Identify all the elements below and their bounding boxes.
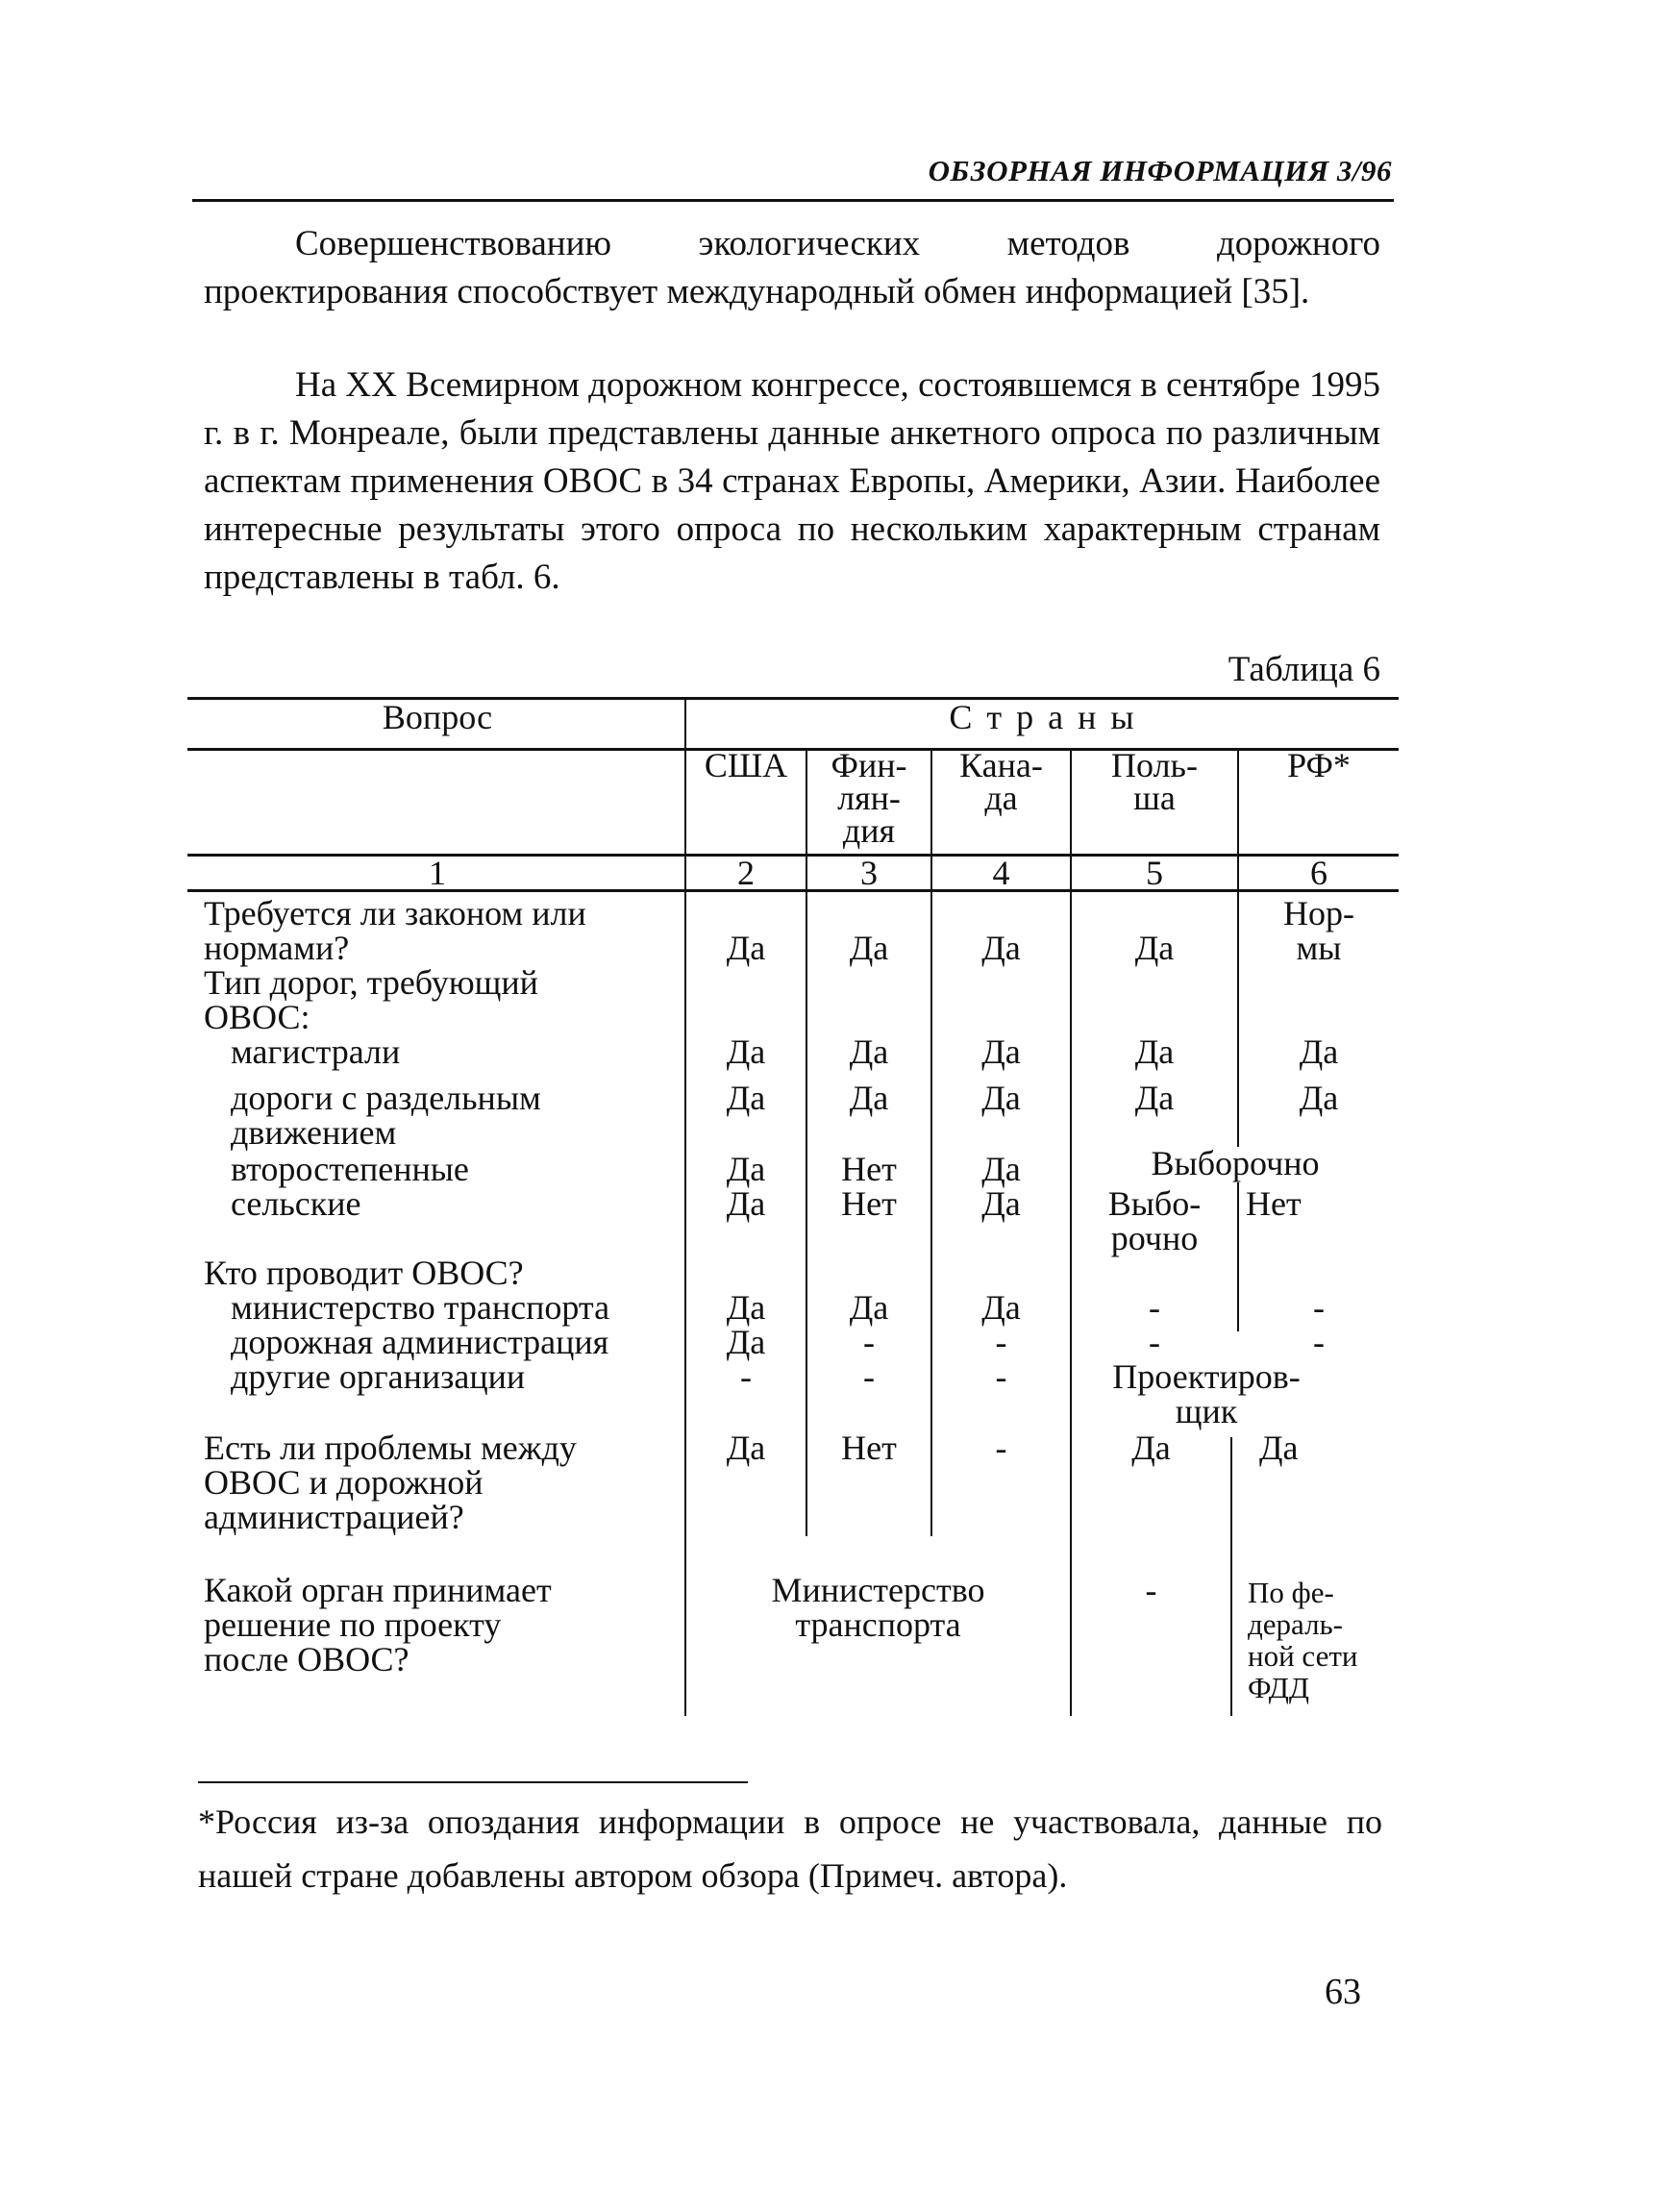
row-label-road-admin: дорожная администрация [231, 1323, 609, 1361]
col-number: 5 [1146, 854, 1163, 892]
row-label-problems: Есть ли проблемы между ОВОС и дорожной администрацией? [204, 1429, 577, 1536]
cell-value: Да [1134, 1032, 1175, 1071]
row-label-divided-roads: дороги с раздельным движением [231, 1079, 541, 1152]
cell-value: - [995, 1357, 1007, 1396]
running-header: ОБЗОРНАЯ ИНФОРМАЦИЯ 3/96 [928, 154, 1392, 187]
col-number: 6 [1310, 854, 1327, 892]
cell-value: Да [726, 1032, 766, 1071]
header-finland: Фин- лян- дия [831, 746, 907, 850]
cell-value-merged: Проектиров- щик [1112, 1357, 1301, 1430]
cell-value: - [740, 1357, 752, 1396]
cell-value: Да [726, 1184, 766, 1223]
paragraph-text: Совершенствованию экологических методов дорожного проектирования способствует международный обмен информацией [35]. [204, 224, 1380, 311]
cell-value: Нор- мы [1283, 894, 1354, 967]
cell-value: Да [726, 1323, 766, 1361]
paragraph-1 [204, 220, 1380, 316]
cell-value: Да [726, 1079, 766, 1117]
cell-value: Да [981, 929, 1021, 967]
row-label-rural: сельские [231, 1184, 361, 1223]
col-number: 2 [737, 854, 755, 892]
cell-value: - [995, 1429, 1007, 1467]
row-label-ministry: министерство транспорта [231, 1288, 610, 1327]
cell-value: Да [1259, 1429, 1299, 1467]
header-canada: Кана- да [959, 746, 1043, 817]
paragraph-2 [204, 361, 1380, 602]
cell-value: - [1149, 1288, 1160, 1327]
col-number: 4 [992, 854, 1010, 892]
cell-value: Да [726, 1288, 766, 1327]
cell-value: Выбо- рочно [1107, 1184, 1202, 1257]
cell-value: Да [981, 1079, 1021, 1117]
header-usa: США [704, 746, 788, 784]
page-number: 63 [1325, 1972, 1361, 2012]
cell-value: - [1149, 1323, 1160, 1361]
cell-value: Да [1134, 1079, 1175, 1117]
col-divider-5c [1230, 1437, 1232, 1716]
row-label-secondary: второстепенные [231, 1150, 469, 1188]
cell-value: Нет [841, 1429, 897, 1467]
header-countries: С т р а н ы [949, 698, 1137, 736]
cell-value: Да [981, 1288, 1021, 1327]
table-caption: Таблица 6 [1228, 650, 1380, 689]
paragraph-text: На XX Всемирном дорожном конгрессе, состоявшемся в сентябре 1995 г. в г. Монреале, были представлены данные анкетного опроса по различным аспектам применения ОВОС в 34 странах Европы, Америки, Азии. Наиболее интересные результаты этого опроса по нескольким характерным странам представлены в табл. 6. [204, 365, 1380, 597]
footnote-rule [198, 1781, 748, 1783]
cell-value: - [863, 1357, 875, 1396]
cell-value-merged: Выборочно [1151, 1144, 1320, 1182]
row-label-other-orgs: другие организации [231, 1357, 526, 1396]
cell-value: Нет [1246, 1184, 1302, 1223]
cell-value: Да [849, 1288, 889, 1327]
row-label-road-type: Тип дорог, требующий ОВОС: [204, 963, 538, 1036]
cell-value: Да [1134, 929, 1175, 967]
row-label-decision: Какой орган принимает решение по проекту после ОВОС? [204, 1571, 552, 1678]
cell-value: Да [1299, 1032, 1339, 1071]
cell-value: По фе- дераль- ной сети ФДД [1248, 1576, 1358, 1704]
col-number: 3 [860, 854, 878, 892]
cell-value: - [863, 1323, 875, 1361]
row-label-who: Кто проводит ОВОС? [204, 1254, 524, 1292]
header-rule [192, 199, 1394, 202]
cell-value: Нет [841, 1150, 897, 1188]
cell-value: Да [1131, 1429, 1171, 1467]
cell-value: Да [849, 1079, 889, 1117]
cell-value: - [1313, 1323, 1325, 1361]
cell-value: Да [1299, 1079, 1339, 1117]
cell-value: Да [726, 1150, 766, 1188]
col-number: 1 [429, 854, 446, 892]
header-question: Вопрос [382, 698, 493, 736]
cell-value: - [995, 1323, 1007, 1361]
cell-value: Да [981, 1150, 1021, 1188]
header-poland: Поль- ша [1111, 746, 1198, 817]
cell-value: Да [981, 1032, 1021, 1071]
header-rf: РФ* [1287, 746, 1351, 784]
cell-value: Да [849, 929, 889, 967]
cell-value: Нет [841, 1184, 897, 1223]
cell-value: Да [726, 1429, 766, 1467]
footnote: *Россия из-за опоздания информации в опросе не участвовала, данные по нашей стране добавлены автором обзора (Примеч. автора). [198, 1802, 1382, 1895]
cell-value: Да [726, 929, 766, 967]
cell-value: - [1145, 1571, 1157, 1609]
cell-value: - [1313, 1288, 1325, 1327]
row-label-law: Требуется ли законом или нормами? [204, 894, 586, 967]
cell-value: Да [849, 1032, 889, 1071]
row-label-highways: магистрали [231, 1032, 401, 1071]
cell-value-merged: Министерство транспорта [771, 1571, 985, 1644]
cell-value: Да [981, 1184, 1021, 1223]
